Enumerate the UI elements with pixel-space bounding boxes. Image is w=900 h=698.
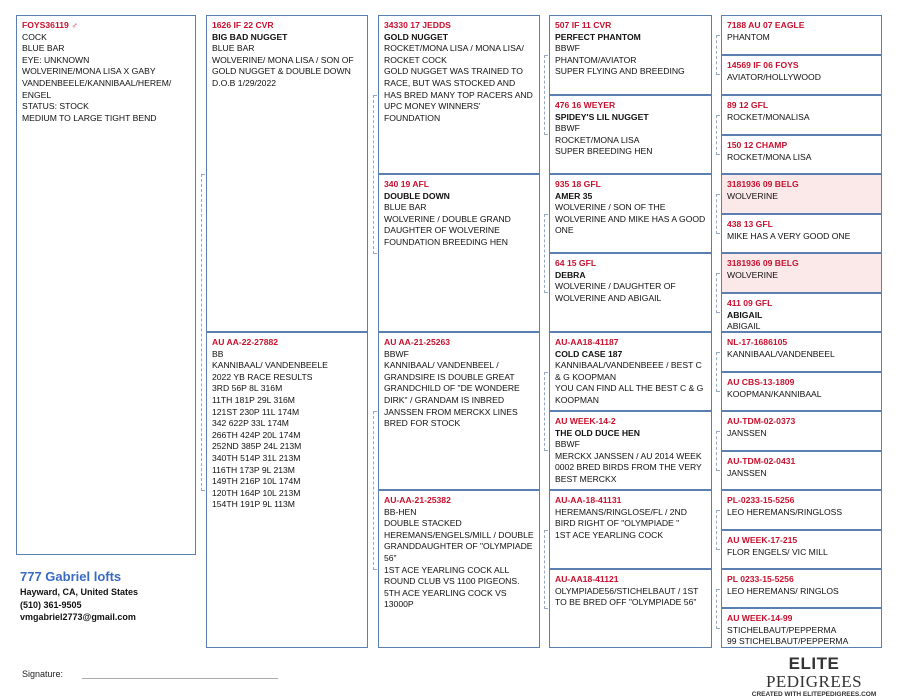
connector — [544, 372, 548, 451]
gen4-box — [721, 490, 882, 530]
gen3-name: AMER 35 — [555, 190, 593, 201]
subject-line: COCK — [22, 31, 47, 42]
gen4-box — [721, 608, 882, 648]
gen3-box — [549, 95, 712, 174]
dam-line: 252ND 385P 24L 213M — [212, 441, 302, 452]
gen4-line: LEO HEREMANS/RINGLOSS — [727, 506, 843, 517]
gen2-line: GOLD NUGGET WAS TRAINED TO RACE, BUT WAS STOCKED AND HAS BRED MANY TOP RACERS AND UPC MONEY WINNERS' FOUNDATION — [384, 66, 533, 123]
gen3-ring: AU-AA18-41121 — [555, 574, 619, 584]
owner-info — [20, 568, 138, 624]
connector — [716, 510, 720, 550]
owner-email: vmgabriel2773@gmail.com — [20, 612, 136, 622]
gen4-line: WOLVERINE — [727, 190, 778, 201]
gen4-box — [721, 569, 882, 608]
gen4-line: 99 STICHELBAUT/PEPPERMA — [727, 636, 849, 647]
gen4-box — [721, 332, 882, 372]
dam-line: KANNIBAAL/ VANDENBEELE — [212, 360, 328, 371]
dam-line: BB — [212, 348, 224, 359]
gen4-ring: 150 12 CHAMP — [727, 140, 788, 150]
gen4-line: STICHELBAUT/PEPPERMA — [727, 624, 837, 635]
dam-box — [206, 332, 368, 648]
gen2-name: GOLD NUGGET — [384, 31, 448, 42]
sire-line: BLUE BAR — [212, 43, 255, 54]
gen3-ring: 935 18 GFL — [555, 179, 601, 189]
dam-line: 342 622P 33L 174M — [212, 418, 289, 429]
sire-line: WOLVERINE/ MONA LISA / SON OF GOLD NUGGET & DOUBLE DOWN — [212, 54, 354, 77]
gen4-line: ROCKET/MONA LISA — [727, 151, 812, 162]
gen3-ring: AU WEEK-14-2 — [555, 416, 616, 426]
connector — [716, 194, 720, 234]
gen4-box — [721, 95, 882, 135]
gen3-box — [549, 174, 712, 253]
gen4-ring: 411 09 GFL — [727, 298, 773, 308]
gen2-line: BB-HEN — [384, 506, 417, 517]
logo-sub: CREATED WITH ELITEPEDIGREES.COM — [751, 691, 877, 698]
gen4-box — [721, 530, 882, 569]
subject-line: WOLVERINE/MONA LISA X GABY VANDENBEELE/KANNIBAAL/HEREM/ ENGEL — [22, 66, 172, 100]
gen3-line: ROCKET/MONA LISA — [555, 134, 640, 145]
dam-line: 121ST 230P 11L 174M — [212, 406, 300, 417]
gen4-line: ABIGAIL — [727, 321, 761, 332]
subject-line: EYE: UNKNOWN — [22, 54, 90, 65]
sire-name: BIG BAD NUGGET — [212, 31, 288, 42]
gen3-ring: 476 16 WEYER — [555, 100, 616, 110]
gen4-ring: AU-TDM-02-0431 — [727, 456, 796, 466]
gen4-box — [721, 214, 882, 253]
gen3-line: BBWF — [555, 123, 580, 134]
dam-line: 2022 YB RACE RESULTS — [212, 371, 313, 382]
elite-pedigrees-logo — [740, 655, 888, 698]
connector — [373, 95, 377, 254]
gen3-ring: AU-AA18-41187 — [555, 337, 619, 347]
gen3-line: OLYMPIADE56/STICHELBAUT / 1ST TO BE BRED OFF "OLYMPIADE 56" — [555, 585, 699, 608]
subject-line: STATUS: STOCK — [22, 101, 89, 112]
gen2-line: 1ST ACE YEARLING COCK ALL ROUND CLUB VS 1100 PIGEONS. 5TH ACE YEARLING COCK VS 13000P — [384, 564, 520, 610]
subject-line: BLUE BAR — [22, 43, 65, 54]
gen4-ring: 7188 AU 07 EAGLE — [727, 20, 805, 30]
gen3-name: SPIDEY'S LIL NUGGET — [555, 111, 649, 122]
gen3-line: SUPER BREEDING HEN — [555, 146, 653, 157]
gen4-ring: 438 13 GFL — [727, 219, 773, 229]
gen3-box — [549, 569, 712, 648]
gen4-ring: 3181936 09 BELG — [727, 179, 799, 189]
gen3-name: THE OLD DUCE HEN — [555, 427, 640, 438]
logo-brand-a: ELITE — [788, 654, 840, 673]
gen3-name: COLD CASE 187 — [555, 348, 623, 359]
gen3-ring: 64 15 GFL — [555, 258, 597, 268]
gen3-line: SUPER FLYING AND BREEDING — [555, 66, 685, 77]
connector — [544, 530, 548, 609]
gen4-box — [721, 372, 882, 411]
gen4-box — [721, 293, 882, 332]
gen3-line: WOLVERINE / DAUGHTER OF WOLVERINE AND ABIGAIL — [555, 281, 676, 303]
connector — [201, 174, 205, 491]
subject-box — [16, 15, 196, 555]
gen3-line: HEREMANS/RINGLOSE/FL / 2ND BIRD RIGHT OF "OLYMPIADE " — [555, 506, 687, 529]
gen2-line: WOLVERINE / DOUBLE GRAND DAUGHTER OF WOLVERINE FOUNDATION BREEDING HEN — [384, 213, 511, 247]
gen4-ring: 89 12 GFL — [727, 100, 769, 110]
gen4-box — [721, 135, 882, 174]
sire-box — [206, 15, 368, 332]
gen3-line: MERCKX JANSSEN / AU 2014 WEEK 0002 BRED BIRDS FROM THE VERY BEST MERCKX — [555, 450, 702, 484]
gen3-line: BBWF — [555, 439, 580, 450]
gen2-name: DOUBLE DOWN — [384, 190, 450, 201]
gen4-ring: PL 0233-15-5256 — [727, 574, 794, 584]
gen4-line: AVIATOR/HOLLYWOOD — [727, 71, 821, 82]
gen2-ring: 34330 17 JEDDS — [384, 20, 451, 30]
gen4-box — [721, 174, 882, 214]
dam-ring: AU AA-22-27882 — [212, 337, 279, 347]
gen4-box — [721, 451, 882, 490]
gen4-line: PHANTOM — [727, 31, 770, 42]
gen4-ring: NL-17-1686105 — [727, 337, 788, 347]
gen4-box — [721, 253, 882, 293]
gen2-line: ROCKET/MONA LISA / MONA LISA/ ROCKET COCK — [384, 43, 524, 65]
gen3-line: PHANTOM/AVIATOR — [555, 54, 637, 65]
connector — [544, 214, 548, 293]
gen3-box — [549, 490, 712, 569]
sire-line: D.O.B 1/29/2022 — [212, 77, 277, 88]
dam-line: 149TH 216P 10L 174M — [212, 476, 301, 487]
gen3-line: KANNIBAAL/VANDENBEEE / BEST C & G KOOPMAN — [555, 360, 702, 382]
dam-line: 3RD 56P 8L 316M — [212, 383, 283, 394]
gen3-box — [549, 332, 712, 411]
subject-ring: FOYS36119 ♂ — [22, 20, 78, 30]
gen3-name: PERFECT PHANTOM — [555, 31, 641, 42]
gen4-ring: AU-TDM-02-0373 — [727, 416, 796, 426]
gen2-line: KANNIBAAL/ VANDENBEEL / GRANDSIRE IS DOUBLE GREAT GRANDCHILD OF "DE WONDERE DIRK" / GRANDAM IS INBRED JANSSEN FROM MERCKX LINES BRED FOR STOCK — [384, 360, 520, 429]
gen4-ring: PL-0233-15-5256 — [727, 495, 795, 505]
connector — [716, 589, 720, 629]
gen3-box — [549, 411, 712, 490]
gen3-line: YOU CAN FIND ALL THE BEST C & G KOOPMAN — [555, 383, 704, 405]
gen2-box — [378, 332, 540, 490]
gen4-ring: 3181936 09 BELG — [727, 258, 799, 268]
gen4-box — [721, 411, 882, 451]
gen4-line: KANNIBAAL/VANDENBEEL — [727, 348, 835, 359]
gen4-line: KOOPMAN/KANNIBAAL — [727, 388, 822, 399]
gen2-ring: AU AA-21-25263 — [384, 337, 451, 347]
gen4-ring: AU CBS-13-1809 — [727, 377, 795, 387]
dam-line: 120TH 164P 10L 213M — [212, 487, 301, 498]
gen4-line: FLOR ENGELS/ VIC MILL — [727, 546, 828, 557]
gen2-box — [378, 15, 540, 174]
gen4-line: JANSSEN — [727, 467, 767, 478]
gen2-line: BBWF — [384, 348, 409, 359]
gen3-line: 1ST ACE YEARLING COCK — [555, 529, 664, 540]
connector — [544, 55, 548, 135]
connector — [373, 411, 377, 570]
gen3-line: BBWF — [555, 43, 580, 54]
gen2-line: DOUBLE STACKED HEREMANS/ENGELS/MILL / DOUBLE GRANDDAUGHTER OF "OLYMPIADE 56" — [384, 518, 534, 563]
gen2-ring: 340 19 AFL — [384, 179, 430, 189]
logo-brand-b: PEDIGREES — [765, 672, 863, 691]
connector — [716, 431, 720, 471]
gen3-ring: AU-AA-18-41131 — [555, 495, 622, 505]
dam-line: 154TH 191P 9L 113M — [212, 499, 295, 510]
gen3-box — [549, 253, 712, 332]
connector — [716, 115, 720, 155]
gen4-ring: AU WEEK-14-99 — [727, 613, 793, 623]
gen4-name: ABIGAIL — [727, 309, 763, 320]
owner-location: Hayward, CA, United States — [20, 587, 139, 597]
gen2-box — [378, 174, 540, 332]
gen4-line: LEO HEREMANS/ RINGLOS — [727, 585, 839, 596]
gen3-line: WOLVERINE / SON OF THE WOLVERINE AND MIKE HAS A GOOD ONE — [555, 202, 706, 236]
gen3-ring: 507 IF 11 CVR — [555, 20, 612, 30]
signature-label: Signature: — [22, 669, 64, 679]
gen4-ring: 14569 IF 06 FOYS — [727, 60, 799, 70]
dam-line: 11TH 181P 29L 316M — [212, 394, 295, 405]
gen4-line: WOLVERINE — [727, 269, 778, 280]
connector — [716, 35, 720, 75]
gen4-line: MIKE HAS A VERY GOOD ONE — [727, 230, 851, 241]
gen4-line: ROCKET/MONALISA — [727, 111, 810, 122]
connector — [716, 352, 720, 392]
dam-line: 340TH 514P 31L 213M — [212, 452, 301, 463]
gen2-ring: AU-AA-21-25382 — [384, 495, 451, 505]
gen4-ring: AU WEEK-17-215 — [727, 535, 798, 545]
gen3-box — [549, 15, 712, 95]
signature-line — [82, 678, 278, 679]
gen2-line: BLUE BAR — [384, 202, 427, 213]
subject-line: MEDIUM TO LARGE TIGHT BEND — [22, 112, 157, 123]
owner-phone: (510) 361-9505 — [20, 599, 82, 610]
owner-name: 777 Gabriel lofts — [20, 569, 122, 584]
gen4-box — [721, 55, 882, 95]
gen2-box — [378, 490, 540, 648]
dam-line: 116TH 173P 9L 213M — [212, 464, 295, 475]
connector — [716, 273, 720, 313]
dam-line: 266TH 424P 20L 174M — [212, 429, 301, 440]
gen3-name: DEBRA — [555, 269, 586, 280]
gen4-box — [721, 15, 882, 55]
sire-ring: 1626 IF 22 CVR — [212, 20, 274, 30]
gen4-line: JANSSEN — [727, 427, 767, 438]
